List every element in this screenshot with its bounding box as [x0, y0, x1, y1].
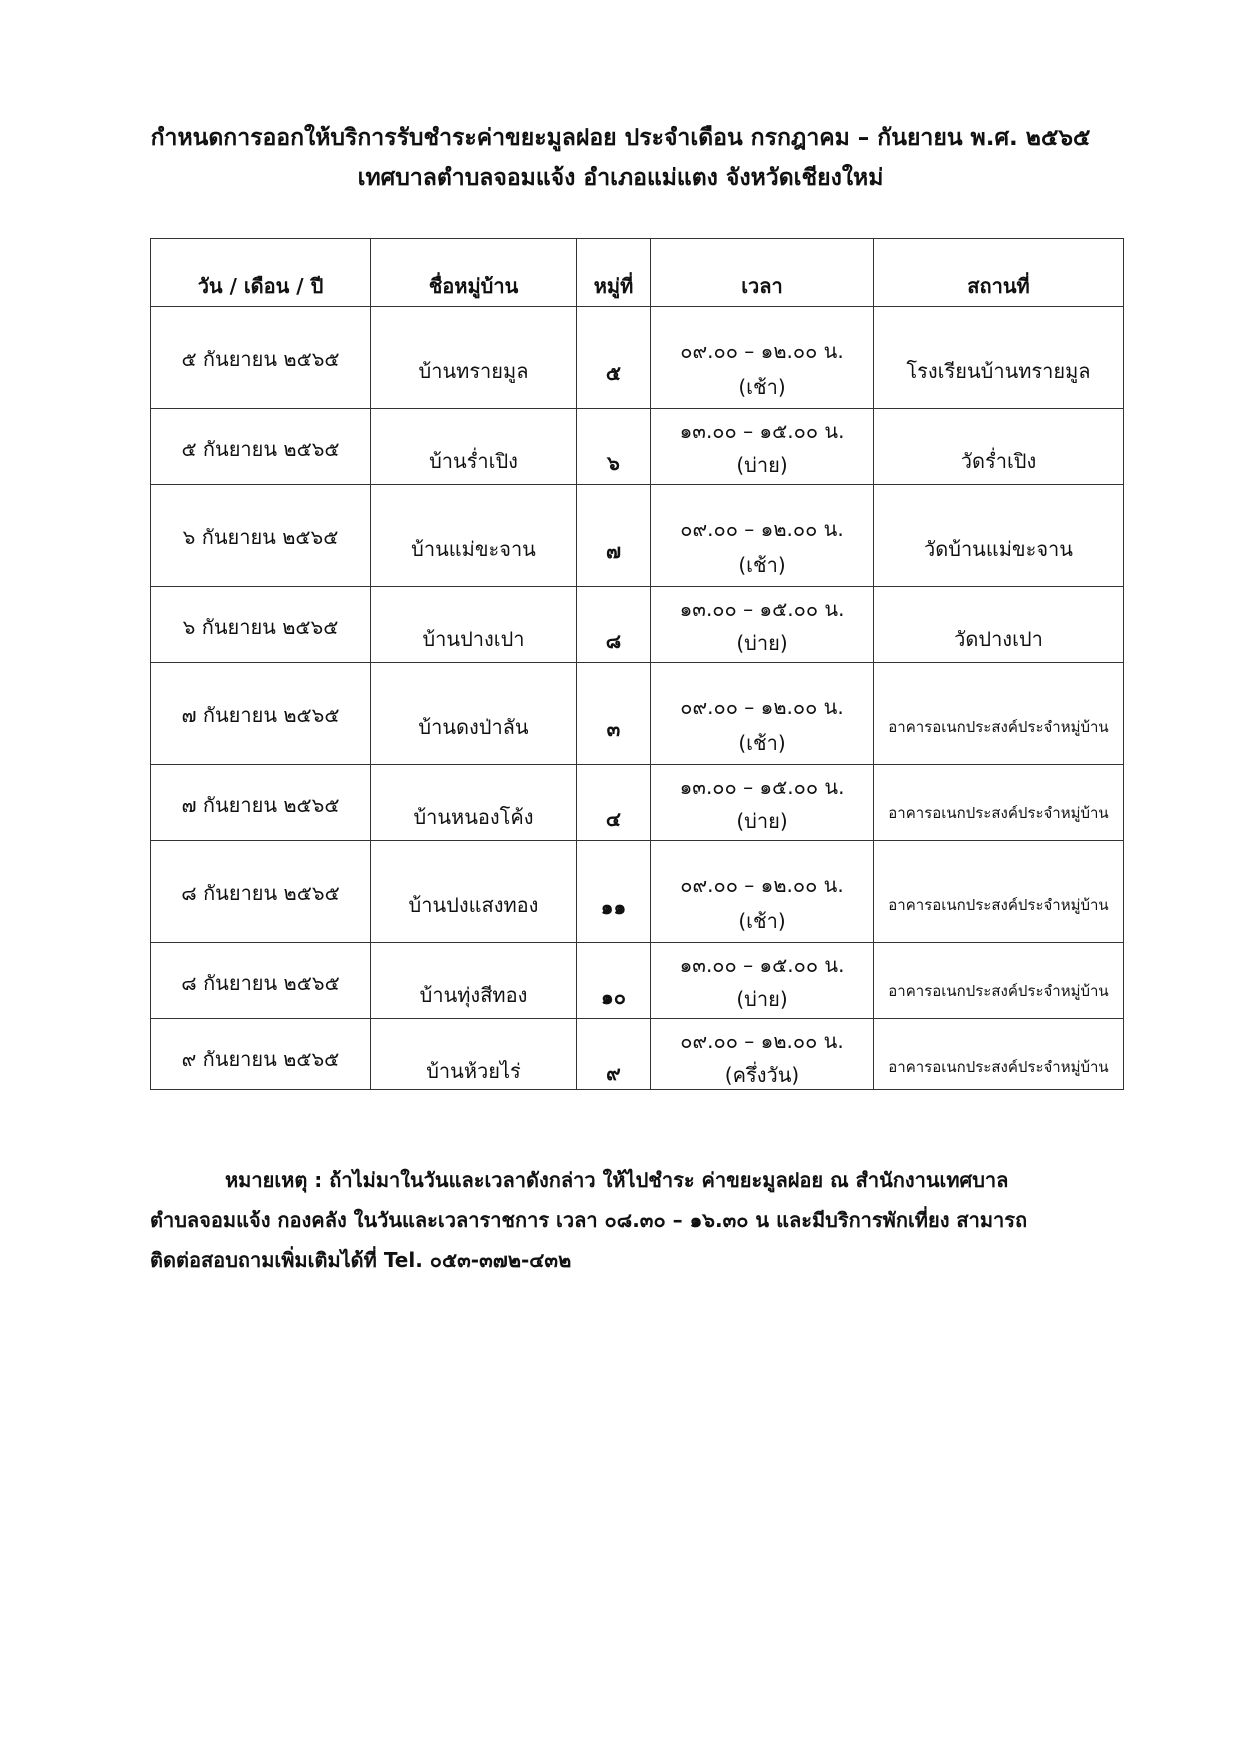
- table-row: [151, 1019, 1124, 1090]
- header-date: วัน / เดือน / ปี: [151, 239, 371, 307]
- row-moo: ๓: [606, 717, 621, 741]
- row-date: ๕ กันยายน ๒๕๖๕: [181, 437, 340, 461]
- header-village: ชื่อหมู่บ้าน: [371, 239, 577, 307]
- row-moo: ๔: [605, 807, 622, 831]
- remark-line-2: ตำบลจอมแจ้ง กองคลัง ในวันและเวลาราชการ เวลา ๐๘.๓๐ – ๑๖.๓๐ น และมีบริการพักเที่ยง สามารถ: [150, 1208, 1028, 1232]
- row-period: (เช้า): [738, 553, 786, 577]
- row-village: บ้านทุ่งสีทอง: [419, 983, 528, 1007]
- row-moo: ๗: [605, 539, 622, 563]
- row-village: บ้านปางเปา: [422, 627, 525, 651]
- row-village: บ้านแม่ขะจาน: [411, 537, 536, 561]
- row-period: (บ่าย): [736, 809, 788, 833]
- row-time: ๐๙.๐๐ – ๑๒.๐๐ น.: [680, 873, 844, 897]
- row-place: อาคารอเนกประสงค์ประจำหมู่บ้าน: [888, 804, 1109, 822]
- row-time: ๐๙.๐๐ – ๑๒.๐๐ น.: [680, 1029, 844, 1053]
- row-period: (บ่าย): [736, 987, 788, 1011]
- row-time: ๐๙.๐๐ – ๑๒.๐๐ น.: [680, 695, 844, 719]
- row-date: ๘ กันยายน ๒๕๖๕: [181, 881, 340, 905]
- table-row: [151, 307, 1124, 409]
- row-moo: ๑๐: [601, 985, 626, 1009]
- row-date: ๘ กันยายน ๒๕๖๕: [181, 971, 340, 995]
- table-row: [151, 841, 1124, 943]
- title-line-1: กำหนดการออกให้บริการรับชำระค่าขยะมูลฝอย ประจำเดือน กรกฎาคม – กันยายน พ.ศ. ๒๕๖๕: [150, 125, 1091, 151]
- row-period: (เช้า): [738, 731, 786, 755]
- row-moo: ๘: [605, 629, 622, 653]
- remark-line-3: ติดต่อสอบถามเพิ่มเติมได้ที่ Tel. ๐๕๓-๓๗๒-๔๓๒: [150, 1248, 572, 1272]
- row-time: ๑๓.๐๐ – ๑๕.๐๐ น.: [679, 775, 845, 799]
- remark-line-1: หมายเหตุ : ถ้าไม่มาในวันและเวลาดังกล่าว ให้ไปชำระ ค่าขยะมูลฝอย ณ สำนักงานเทศบาล: [225, 1168, 1009, 1192]
- row-date: ๖ กันยายน ๒๕๖๕: [182, 525, 339, 549]
- row-date: ๕ กันยายน ๒๕๖๕: [181, 347, 340, 371]
- row-village: บ้านหนองโค้ง: [413, 805, 534, 829]
- row-place: อาคารอเนกประสงค์ประจำหมู่บ้าน: [888, 718, 1109, 736]
- row-village: บ้านดงป่าลัน: [418, 715, 529, 739]
- row-date: ๗ กันยายน ๒๕๖๕: [181, 793, 340, 817]
- row-date: ๗ กันยายน ๒๕๖๕: [181, 703, 340, 727]
- row-moo: ๖: [607, 451, 620, 475]
- row-period: (บ่าย): [736, 631, 788, 655]
- row-place: อาคารอเนกประสงค์ประจำหมู่บ้าน: [888, 982, 1109, 1000]
- title-line-2: เทศบาลตำบลจอมแจ้ง อำเภอแม่แตง จังหวัดเชียงใหม่: [357, 165, 884, 191]
- row-place: โรงเรียนบ้านทรายมูล: [906, 359, 1091, 383]
- table-header-row: [151, 239, 1124, 307]
- table-row: [151, 663, 1124, 765]
- table-row: [151, 587, 1124, 663]
- row-place: วัดบ้านแม่ขะจาน: [924, 537, 1073, 561]
- row-village: บ้านทรายมูล: [418, 359, 529, 383]
- row-time: ๑๓.๐๐ – ๑๕.๐๐ น.: [679, 597, 845, 621]
- row-moo: ๑๑: [600, 895, 627, 919]
- row-place: วัดปางเปา: [954, 627, 1043, 651]
- schedule-table: [150, 238, 1124, 1090]
- row-place: อาคารอเนกประสงค์ประจำหมู่บ้าน: [888, 896, 1109, 914]
- document-title: [0, 118, 1241, 198]
- row-village: บ้านร่ำเปิง: [429, 449, 518, 473]
- table-row: [151, 409, 1124, 485]
- row-date: ๙ กันยายน ๒๕๖๕: [181, 1047, 340, 1071]
- row-moo: ๙: [606, 1061, 621, 1085]
- row-time: ๐๙.๐๐ – ๑๒.๐๐ น.: [680, 517, 844, 541]
- row-period: (เช้า): [738, 375, 786, 399]
- row-period: (บ่าย): [736, 453, 788, 477]
- row-date: ๖ กันยายน ๒๕๖๕: [182, 615, 339, 639]
- row-time: ๑๓.๐๐ – ๑๕.๐๐ น.: [679, 419, 845, 443]
- row-village: บ้านห้วยไร่: [426, 1059, 521, 1083]
- header-place: สถานที่: [874, 239, 1124, 307]
- row-time: ๑๓.๐๐ – ๑๕.๐๐ น.: [679, 953, 845, 977]
- row-place: วัดร่ำเปิง: [960, 449, 1037, 473]
- table-row: [151, 485, 1124, 587]
- row-moo: ๕: [605, 361, 622, 385]
- row-period: (เช้า): [738, 909, 786, 933]
- row-time: ๐๙.๐๐ – ๑๒.๐๐ น.: [680, 339, 844, 363]
- remark: [150, 1160, 1110, 1280]
- header-time: เวลา: [651, 239, 874, 307]
- header-moo: หมู่ที่: [577, 239, 651, 307]
- row-period: (ครึ่งวัน): [724, 1063, 800, 1087]
- row-place: อาคารอเนกประสงค์ประจำหมู่บ้าน: [888, 1058, 1109, 1076]
- table-row: [151, 943, 1124, 1019]
- table-row: [151, 765, 1124, 841]
- row-village: บ้านปงแสงทอง: [408, 893, 539, 917]
